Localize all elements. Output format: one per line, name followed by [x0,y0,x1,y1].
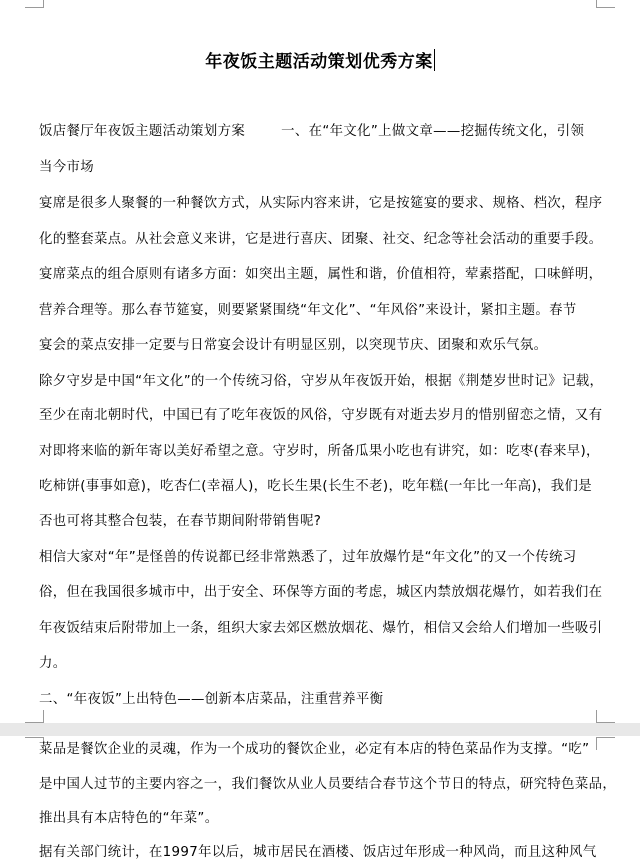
page-break [0,723,640,736]
paragraph-line[interactable]: 饭店餐厅年夜饭主题活动策划方案 一、在“年文化”上做文章——挖掘传统文化，引领 [39,124,585,139]
paragraph-line[interactable]: 至少在南北朝时代，中国已有了吃年夜饭的风俗，守岁既有对逝去岁月的惜别留恋之情，又有 [39,408,603,423]
paragraph-line[interactable]: 营养合理等。那么春节筵宴，则要紧紧围绕“年文化”、“年风俗”来设计，紧扣主题。春节 [39,303,577,318]
paragraph-line[interactable]: 对即将来临的新年寄以美好希望之意。守岁时，所备瓜果小吃也有讲究，如：吃枣(春来早)， [39,444,600,459]
paragraph-line[interactable]: 当今市场 [39,160,94,175]
section-heading[interactable]: 二、“年夜饭”上出特色——创新本店菜品，注重营养平衡 [39,692,384,707]
paragraph-line[interactable]: 菜品是餐饮企业的灵魂，作为一个成功的餐饮企业，必定有本店的特色菜品作为支撑。“吃” [39,742,590,757]
margin-corner-mark [596,710,615,723]
paragraph-line[interactable]: 宴席菜点的组合原则有诸多方面：如突出主题，属性和谐，价值相符，荤素搭配，口味鲜明， [39,267,603,282]
document-title[interactable]: 年夜饭主题活动策划优秀方案 [0,48,640,76]
paragraph-line[interactable]: 否也可将其整合包装，在春节期间附带销售呢? [39,514,322,529]
paragraph-line[interactable]: 俗，但在我国很多城市中，出于安全、环保等方面的考虑，城区内禁放烟花爆竹，如若我们在 [39,585,603,600]
paragraph-line[interactable]: 除夕守岁是中国“年文化”的一个传统习俗，守岁从年夜饭开始，根据《荆楚岁世时记》记载， [39,374,604,389]
paragraph-line[interactable]: 化的整套菜点。从社会意义来讲，它是进行喜庆、团聚、社交、纪念等社会活动的重要手段。 [39,232,603,247]
paragraph-line[interactable]: 相信大家对“年”是怪兽的传说都已经非常熟悉了，过年放爆竹是“年文化”的又一个传统习 [39,550,577,565]
margin-corner-mark [25,710,44,723]
paragraph-line[interactable]: 推出具有本店特色的“年菜”。 [39,811,219,826]
paragraph-line[interactable]: 年夜饭结束后附带加上一条，组织大家去郊区燃放烟花、爆竹，相信又会给人们增加一些吸引 [39,621,603,636]
margin-corner-mark [25,0,44,8]
text-cursor [434,49,435,71]
margin-corner-mark [596,0,615,8]
paragraph-line[interactable]: 力。 [39,656,67,671]
paragraph-line[interactable]: 宴席是很多人聚餐的一种餐饮方式，从实际内容来讲，它是按筵宴的要求、规格、档次，程序 [39,196,603,211]
paragraph-line[interactable]: 是中国人过节的主要内容之一，我们餐饮从业人员要结合春节这个节日的特点，研究特色菜品， [39,777,617,792]
paragraph-line[interactable]: 据有关部门统计，在1997年以后，城市居民在酒楼、饭店过年形成一种风尚，而且这种风气 [39,845,597,860]
paragraph-line[interactable]: 宴会的菜点安排一定要与日常宴会设计有明显区别，以突现节庆、团聚和欢乐气氛。 [39,338,548,353]
paragraph-line[interactable]: 吃柿饼(事事如意)，吃杏仁(幸福人)，吃长生果(长生不老)，吃年糕(一年比一年高)，我们是 [39,479,592,494]
